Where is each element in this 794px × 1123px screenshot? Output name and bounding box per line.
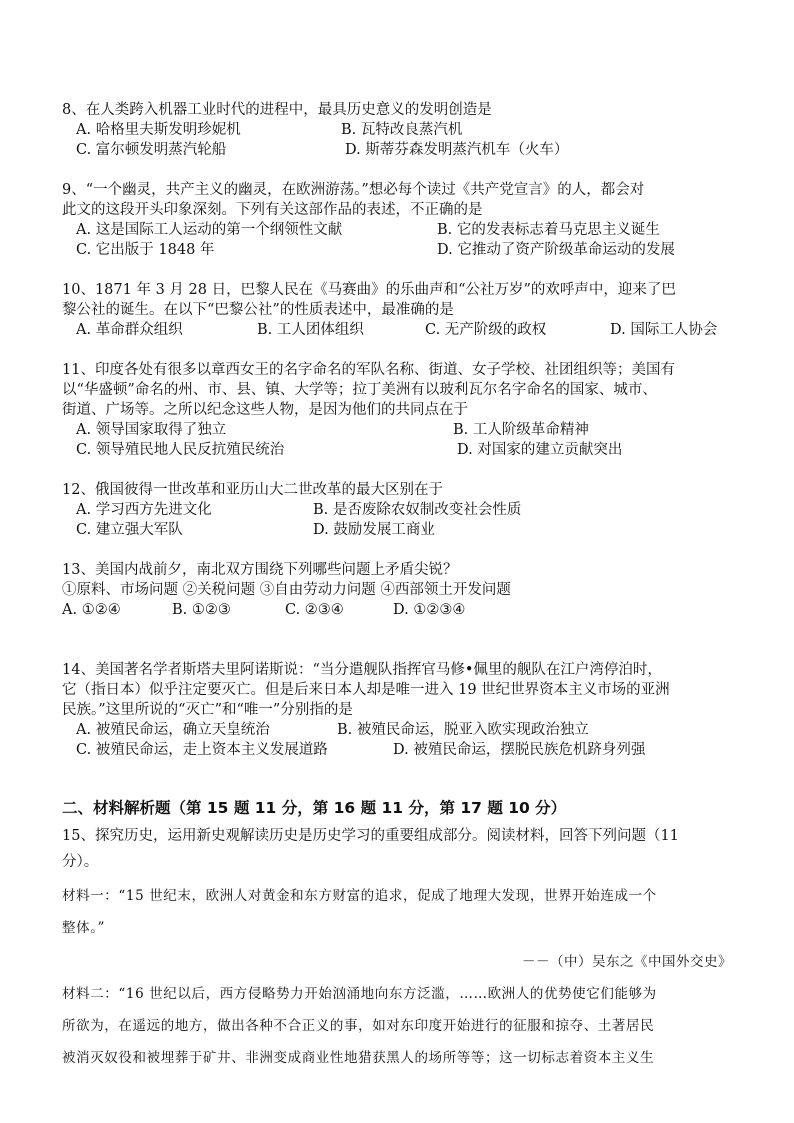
q12-option-c: C. 建立强大军队: [76, 522, 183, 538]
q8-stem: 8、在人类跨入机器工业时代的进程中，最具历史意义的发明创造是: [62, 102, 492, 118]
q11-option-d: D. 对国家的建立贡献突出: [457, 442, 623, 458]
q12-option-a: A. 学习西方先进文化: [76, 502, 212, 518]
q10-stem-line1: 10、1871 年 3 月 28 日，巴黎人民在《马赛曲》的乐曲声和“公社万岁”的欢呼声中，迎来了巴: [62, 282, 676, 298]
q10-option-c: C. 无产阶级的政权: [425, 322, 547, 338]
material1-source: －－（中）吴东之《中国外交史》: [522, 954, 732, 970]
q14-stem-line2: 它（指日本）似乎注定要灭亡。但是后来日本人却是唯一进入 19 世纪世界资本主义市场的亚洲: [62, 682, 670, 698]
q10-stem-line2: 黎公社的诞生。在以下“巴黎公社”的性质表述中，最准确的是: [62, 302, 454, 318]
q10-option-b: B. 工人团体组织: [257, 322, 364, 338]
q13-stem: 13、美国内战前夕，南北双方围绕下列哪些问题上矛盾尖锐？: [62, 562, 458, 578]
q14-option-c: C. 被殖民命运，走上资本主义发展道路: [76, 742, 328, 758]
q9-option-d: D. 它推动了资产阶级革命运动的发展: [437, 242, 675, 258]
q11-option-b: B. 工人阶级革命精神: [453, 422, 589, 438]
q12-option-b: B. 是否废除农奴制改变社会性质: [313, 502, 522, 518]
q14-option-a: A. 被殖民命运，确立天皇统治: [76, 722, 270, 738]
q9-option-c: C. 它出版于 1848 年: [76, 242, 215, 258]
q14-option-d: D. 被殖民命运，摆脱民族危机跻身列强: [393, 742, 646, 758]
q8-option-d: D. 斯蒂芬森发明蒸汽机车（火车）: [345, 142, 569, 158]
q10-option-a: A. 革命群众组织: [76, 322, 183, 338]
material1-line1: 材料一：“15 世纪末，欧洲人对黄金和东方财富的追求，促成了地理大发现，世界开始连成一个: [62, 888, 657, 904]
q11-stem-line1: 11、印度各处有很多以章西女王的名字命名的军队名称、街道、女子学校、社团组织等；美国有: [62, 362, 675, 378]
q13-option-d: D. ①②③④: [393, 602, 466, 618]
q9-option-b: B. 它的发表标志着马克思主义诞生: [437, 222, 660, 238]
q9-option-a: A. 这是国际工人运动的第一个纲领性文献: [76, 222, 343, 238]
section2-heading: 二、材料解析题（第 15 题 11 分，第 16 题 11 分，第 17 题 10 分）: [62, 799, 567, 817]
q14-stem-line1: 14、美国著名学者斯塔夫里阿诺斯说：“当分遣舰队指挥官马修•佩里的舰队在江户湾停泊时，: [62, 662, 662, 678]
material2-line3: 被消灭奴役和被埋葬于矿井、非洲变成商业性地猎获黑人的场所等等；这一切标志着资本主义生: [62, 1050, 655, 1066]
q15-stem-line2: 分）。: [62, 854, 99, 870]
material2-line1: 材料二：“16 世纪以后，西方侵略势力开始汹涌地向东方泛滥，……欧洲人的优势使它们能够为: [62, 986, 657, 1002]
q8-option-c: C. 富尔顿发明蒸汽轮船: [76, 142, 227, 158]
q8-option-a: A. 哈格里夫斯发明珍妮机: [76, 122, 241, 138]
material2-line2: 所欲为，在遥远的地方，做出各种不合正义的事，如对东印度开始进行的征服和掠夺、土著居民: [62, 1018, 655, 1034]
q14-stem-line3: 民族。”这里所说的“灭亡”和“唯一”分别指的是: [62, 702, 353, 718]
q13-items: ①原料、市场问题 ②关税问题 ③自由劳动力问题 ④西部领土开发问题: [62, 582, 511, 598]
q11-stem-line3: 街道、广场等。之所以纪念这些人物，是因为他们的共同点在于: [62, 402, 468, 418]
q13-option-b: B. ①②③: [172, 602, 231, 618]
q11-stem-line2: 以“华盛顿”命名的州、市、县、镇、大学等；拉丁美洲有以玻利瓦尔名字命名的国家、城市、: [62, 382, 657, 398]
q12-option-d: D. 鼓励发展工商业: [313, 522, 435, 538]
q9-stem-line2: 此文的这段开头印象深刻。下列有关这部作品的表述，不正确的是: [62, 202, 483, 218]
q9-stem-line1: 9、“一个幽灵，共产主义的幽灵，在欧洲游荡。”想必每个读过《共产党宣言》的人，都会对: [62, 182, 645, 198]
material1-line2: 整体。”: [62, 920, 106, 936]
q8-option-b: B. 瓦特改良蒸汽机: [341, 122, 463, 138]
q13-option-a: A. ①②④: [62, 602, 121, 618]
q11-option-a: A. 领导国家取得了独立: [76, 422, 227, 438]
q12-stem: 12、俄国彼得一世改革和亚历山大二世改革的最大区别在于: [62, 482, 443, 498]
q11-option-c: C. 领导殖民地人民反抗殖民统治: [76, 442, 285, 458]
q10-option-d: D. 国际工人协会: [610, 322, 718, 338]
q14-option-b: B. 被殖民命运，脱亚入欧实现政治独立: [337, 722, 589, 738]
q15-stem-line1: 15、探究历史，运用新史观解读历史是历史学习的重要组成部分。阅读材料，回答下列问题（11: [62, 828, 679, 844]
q13-option-c: C. ②③④: [285, 602, 344, 618]
